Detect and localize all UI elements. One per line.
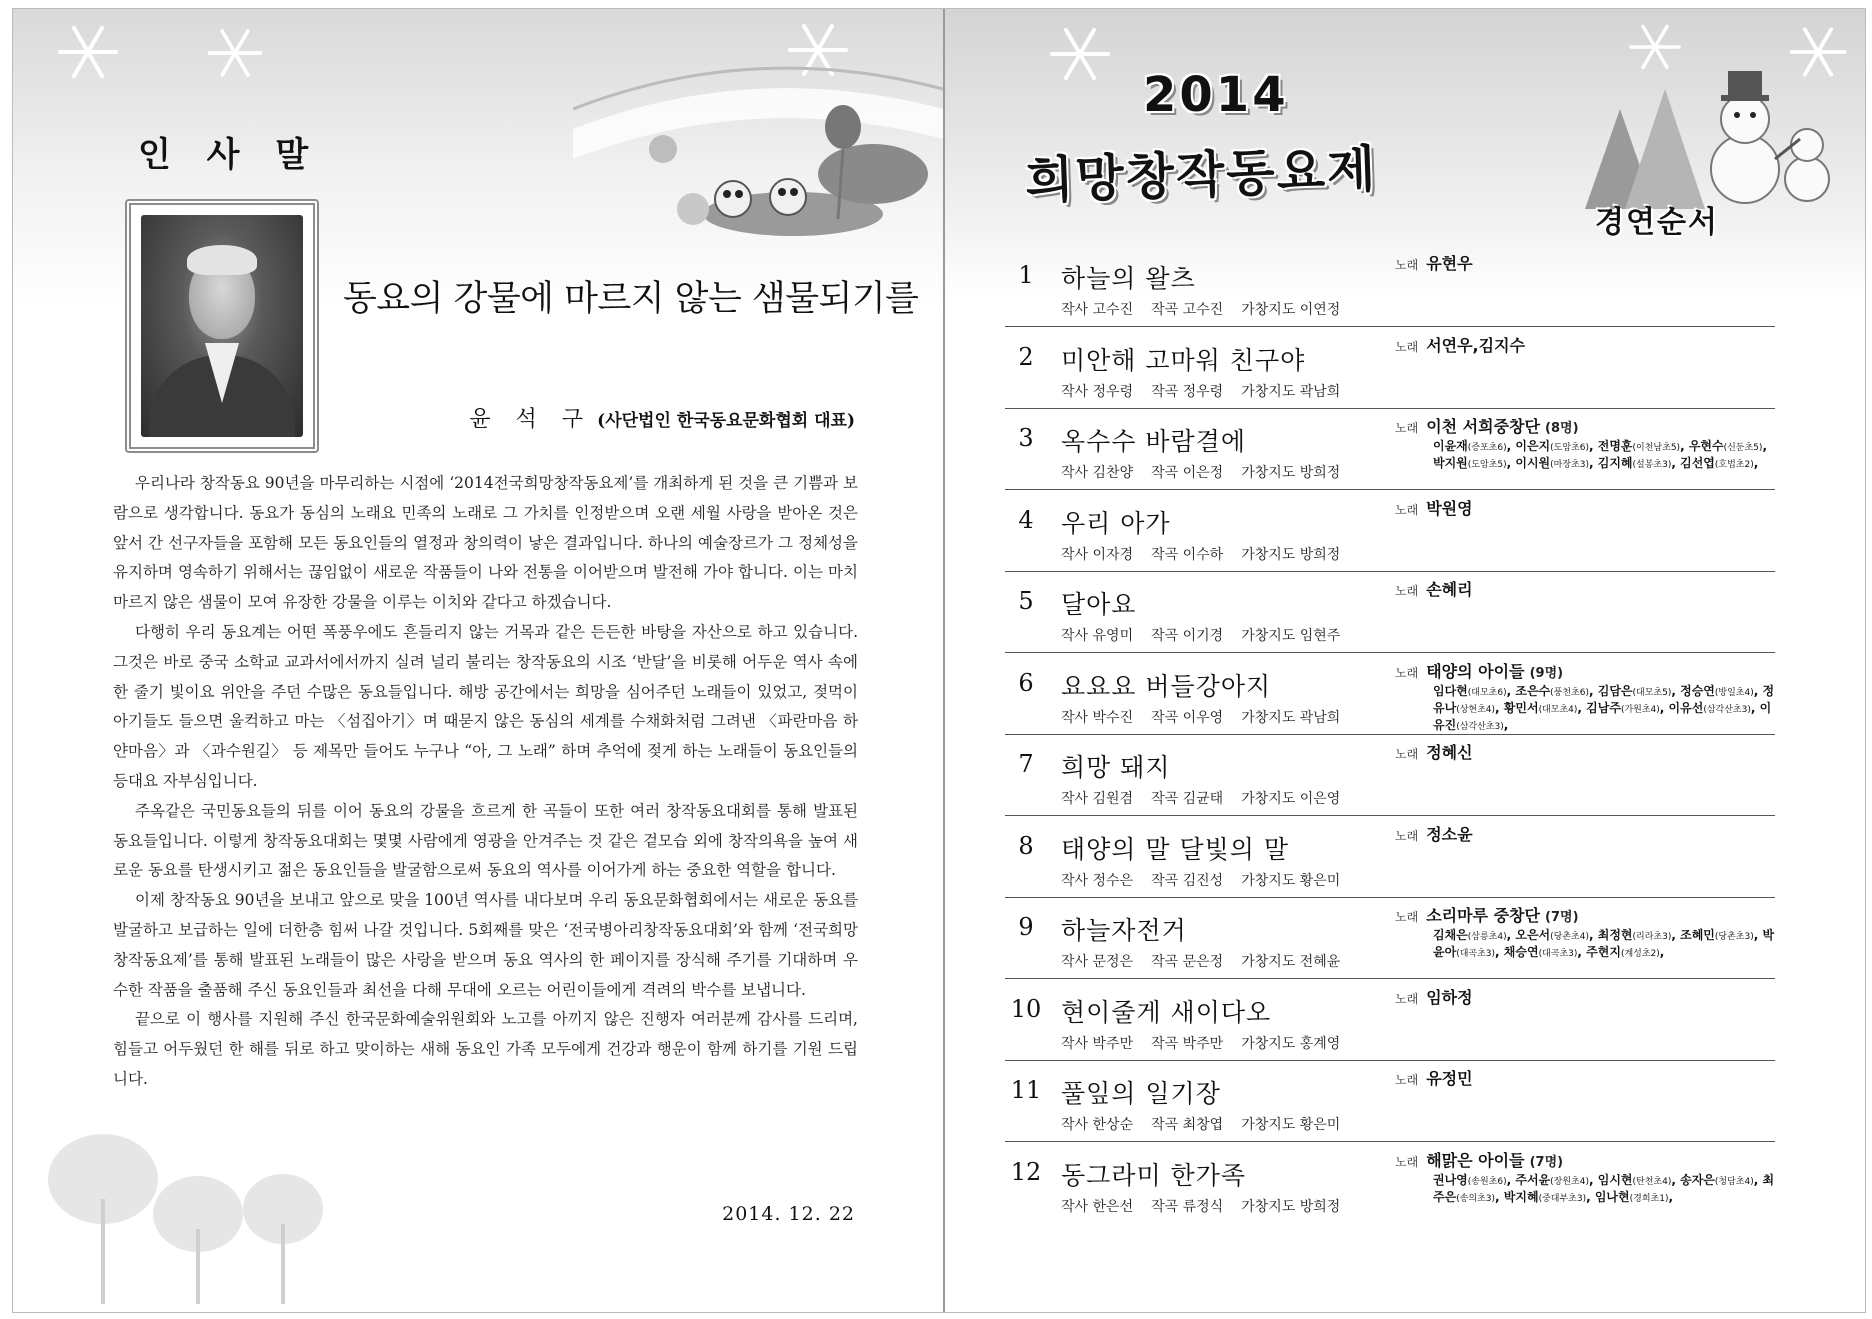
members-list: 김채은(삼릉초4), 오은서(당촌초4), 최정현(리라초3), 조혜민(당촌초3), 박윤아(대곡초3), 채승연(대곡초3), 주현지(계성초2),	[1433, 928, 1775, 959]
singer-block	[1395, 740, 1775, 763]
member: 김지혜(설봉초3)	[1597, 456, 1672, 470]
coach-label: 가창지도	[1241, 628, 1296, 644]
singer-block	[1395, 251, 1775, 274]
singer-label: 노래	[1395, 421, 1419, 435]
singer-label: 노래	[1395, 339, 1419, 354]
lyricist-label: 작사	[1061, 302, 1089, 318]
song-credits	[1061, 381, 1340, 401]
composer-label: 작곡	[1151, 791, 1179, 807]
lyricist: 김원겸	[1092, 791, 1134, 807]
author-name: 윤 석 구	[469, 407, 593, 432]
song-row	[1005, 655, 1775, 735]
song-row	[1005, 410, 1775, 490]
song-number: 7	[1018, 750, 1034, 778]
song-title: 태양의 말 달빛의 말	[1061, 834, 1290, 864]
singer-label: 노래	[1395, 584, 1419, 598]
coach: 홍계영	[1299, 1035, 1341, 1052]
song-row	[1005, 899, 1775, 979]
composer-label: 작곡	[1151, 465, 1179, 481]
singer-block	[1395, 659, 1775, 735]
song-title: 동그라미 한가족	[1061, 1160, 1246, 1190]
song-row	[1005, 1144, 1775, 1224]
song-credits	[1061, 788, 1340, 808]
song-number: 12	[1010, 1157, 1042, 1186]
lyricist: 한은선	[1092, 1198, 1134, 1215]
lyricist-label: 작사	[1061, 954, 1089, 970]
singer-label: 노래	[1395, 828, 1419, 843]
singer-name: 유정민	[1426, 1069, 1473, 1088]
coach: 방희정	[1299, 546, 1341, 563]
member: 이윤재(증포초6)	[1433, 439, 1507, 453]
coach: 방희정	[1299, 1198, 1341, 1215]
song-title: 미안해 고마워 친구야	[1061, 345, 1306, 375]
singer-label: 노래	[1395, 502, 1419, 517]
singer-label: 노래	[1395, 665, 1419, 680]
song-row	[1005, 492, 1775, 572]
row-divider	[1005, 815, 1775, 816]
coach: 황은미	[1299, 1117, 1341, 1133]
member: 조혜민(당촌초3)	[1680, 928, 1754, 942]
coach-label: 가창지도	[1241, 1198, 1296, 1215]
song-title: 하늘의 왈츠	[1061, 264, 1196, 293]
composer: 정우령	[1182, 383, 1224, 400]
lyricist: 정우령	[1092, 383, 1134, 400]
singer-name: 박원영	[1426, 498, 1473, 518]
composer: 이수하	[1182, 546, 1224, 563]
lyricist: 이자경	[1092, 546, 1134, 563]
lyricist-label: 작사	[1061, 709, 1089, 726]
song-number: 10	[1010, 994, 1042, 1023]
lyricist-label: 작사	[1061, 1117, 1089, 1133]
winter-trees-illustration	[43, 1129, 343, 1309]
snowflake-icon	[1045, 19, 1115, 89]
author-affiliation: (사단법인 한국동요문화협회 대표)	[597, 411, 855, 431]
composer-label: 작곡	[1151, 628, 1179, 644]
song-number: 1	[1018, 261, 1034, 289]
composer-label: 작곡	[1151, 872, 1179, 889]
lyricist: 고수진	[1092, 302, 1134, 318]
members-list: 임다현(대모초6), 조은수(풍천초6), 김담은(대모초5), 정승연(방일초4), 정유나(상현초4), 황민서(대모초4), 김남주(가원초4), 이유선(삼각산초3), 이유진(삼각산초3),	[1433, 683, 1775, 732]
lyricist-label: 작사	[1061, 546, 1089, 563]
singer-name: 정소윤	[1426, 824, 1473, 844]
row-divider	[1005, 978, 1775, 979]
coach: 전혜윤	[1299, 954, 1341, 970]
member: 박지혜(중대부초3)	[1503, 1189, 1587, 1204]
composer: 고수진	[1182, 302, 1224, 318]
singer-block	[1395, 577, 1775, 600]
lyricist-label: 작사	[1061, 383, 1089, 400]
event-title: 희망창작동요제	[1024, 139, 1379, 211]
song-title: 달아요	[1061, 590, 1137, 619]
members-list: 이윤재(증포초6), 이은지(도암초6), 전명훈(이천남초5), 우현수(신둔초5), 박지원(도암초5), 이시원(마장초3), 김지혜(설봉초3), 김선엽(호법초2),	[1433, 439, 1767, 470]
singer-name: 해맑은 아이들	[1426, 1150, 1525, 1170]
member: 조은수(풍천초6)	[1515, 683, 1589, 698]
greeting-paragraph: 주옥같은 국민동요들의 뒤를 이어 동요의 강물을 흐르게 한 곡들이 또한 여러 창작동요대회를 통해 발표된 동요들입니다. 이렇게 창작동요대회는 몇몇 사람에게 영광을 안겨주는 것 같은 겉모습 외에 창작의욕을 높여 새로운 동요를 탄생시키고 젊은 동요인들을 발굴함으로써 동요의 역사를 이어가게 하는 중요한 역할을 합니다.	[113, 801, 858, 880]
coach-label: 가창지도	[1241, 465, 1296, 481]
snowflake-icon	[203, 21, 267, 85]
member: 채승연(대곡초3)	[1503, 945, 1578, 959]
song-number: 2	[1018, 342, 1034, 371]
coach-label: 가창지도	[1241, 709, 1296, 726]
song-number: 9	[1018, 913, 1034, 941]
row-divider	[1005, 1060, 1775, 1061]
coach-label: 가창지도	[1241, 1117, 1296, 1133]
member: 이시원(마장초3)	[1515, 456, 1589, 470]
greeting-page	[13, 9, 943, 1312]
singer-label: 노래	[1395, 747, 1419, 761]
member: 송자은(청담초4)	[1680, 1172, 1754, 1187]
coach: 이연정	[1299, 302, 1341, 318]
member: 권나영(송원초6)	[1433, 1172, 1507, 1187]
lyricist: 한상순	[1092, 1117, 1134, 1133]
singer-label: 노래	[1395, 1154, 1419, 1169]
song-title: 풀잎의 일기장	[1061, 1079, 1221, 1108]
member-count: (8명)	[1545, 421, 1579, 436]
author-photo	[125, 199, 319, 453]
song-number: 4	[1018, 505, 1034, 534]
member: 이유진(삼각산초3)	[1433, 700, 1772, 732]
lyricist: 문정은	[1092, 954, 1134, 970]
song-number: 5	[1018, 587, 1034, 615]
coach: 방희정	[1299, 465, 1341, 481]
member: 황민서(대모초4)	[1503, 700, 1578, 715]
song-credits	[1061, 1114, 1340, 1134]
singer-block	[1395, 903, 1775, 962]
song-credits	[1061, 299, 1340, 319]
composer-label: 작곡	[1151, 1117, 1179, 1133]
member: 임시현(탄천초4)	[1597, 1172, 1672, 1187]
composer: 이은정	[1182, 465, 1224, 481]
singer-name: 서연우,김지수	[1426, 335, 1526, 355]
snowflake-icon	[53, 17, 123, 87]
lyricist-label: 작사	[1061, 1198, 1089, 1215]
lyricist: 박주만	[1092, 1035, 1134, 1052]
member: 주현지(계성초2)	[1586, 945, 1660, 959]
lyricist-label: 작사	[1061, 1035, 1089, 1052]
song-credits	[1061, 544, 1340, 564]
lyricist-label: 작사	[1061, 628, 1089, 644]
song-row	[1005, 329, 1775, 409]
singer-block	[1395, 1148, 1775, 1207]
composer: 최창엽	[1182, 1117, 1224, 1133]
lyricist: 박수진	[1092, 709, 1134, 726]
composer: 이우영	[1182, 709, 1224, 726]
singer-block	[1395, 414, 1775, 473]
song-title: 옥수수 바람결에	[1061, 427, 1246, 456]
lyricist: 정수은	[1092, 872, 1134, 889]
song-credits	[1061, 951, 1340, 971]
row-divider	[1005, 326, 1775, 327]
lyricist: 유영미	[1092, 628, 1134, 644]
song-row	[1005, 247, 1775, 327]
member: 박윤아(대곡초3)	[1433, 928, 1775, 959]
song-row	[1005, 573, 1775, 653]
row-divider	[1005, 897, 1775, 898]
member: 우현수(신둔초5)	[1688, 439, 1763, 453]
coach-label: 가창지도	[1241, 383, 1296, 400]
greeting-paragraph: 이제 창작동요 90년을 보내고 앞으로 맞을 100년 역사를 내다보며 우리 동요문화협회에서는 새로운 동요를 발굴하고 보급하는 일에 더한층 힘써 나갈 것입니다. 5회째를 맞은 ‘전국병아리창작동요대회’와 함께 ‘전국희망창작동요제’를 통해 발표된 노래들이 많은 사랑을 받으며 동요 역사의 한 페이지를 장식해 주기를 기대하며 우수한 작품을 출품해 주신 동요인들과 최선을 다해 무대에 오르는 어린이들에게 격려의 박수를 보냅니다.	[113, 891, 858, 999]
composer-label: 작곡	[1151, 383, 1179, 400]
lyricist-label: 작사	[1061, 791, 1089, 807]
song-title: 하늘자전거	[1061, 916, 1187, 945]
row-divider	[1005, 652, 1775, 653]
member: 정유나(상현초4)	[1433, 683, 1775, 715]
member: 박지원(도암초5)	[1433, 456, 1507, 470]
row-divider	[1005, 489, 1775, 490]
booklet-spread	[12, 8, 1866, 1313]
singer-block	[1395, 496, 1775, 519]
row-divider	[1005, 1141, 1775, 1142]
singer-block	[1395, 985, 1775, 1008]
song-title: 우리 아가	[1061, 508, 1171, 538]
greeting-date: 2014. 12. 22	[722, 1203, 855, 1225]
song-row	[1005, 736, 1775, 816]
composer-label: 작곡	[1151, 546, 1179, 563]
composer-label: 작곡	[1151, 1035, 1179, 1052]
song-number: 11	[1010, 1076, 1042, 1104]
author-line	[469, 402, 855, 433]
coach-label: 가창지도	[1241, 302, 1296, 318]
greeting-body	[113, 469, 858, 1095]
song-credits	[1061, 462, 1340, 482]
singer-name: 정혜신	[1426, 743, 1473, 762]
singer-name: 손혜리	[1426, 580, 1473, 599]
order-label: 경연순서	[1595, 205, 1719, 240]
song-number: 8	[1018, 831, 1034, 860]
song-title: 현이줄게 새이다오	[1061, 997, 1272, 1027]
song-number: 6	[1018, 668, 1034, 697]
member: 정승연(방일초4)	[1680, 683, 1754, 698]
greeting-paragraph: 다행히 우리 동요계는 어떤 폭풍우에도 흔들리지 않는 거목과 같은 든든한 바탕을 자산으로 하고 있습니다. 그것은 바로 중국 소학교 교과서에서까지 실려 널리 불리는 창작동요의 시조 ‘반달’을 비롯해 어두운 역사 속에 한 줄기 빛이요 위안을 주던 수많은 동요들입니다. 해방 공간에서는 희망을 심어주던 노래들이 있었고, 젖먹이 아기들도 들으면 울컥하고 마는 〈섬집아기〉며 때묻지 않은 동심의 세계를 수채화처럼 그려낸 〈파란마음 하얀마음〉과 〈과수원길〉 등 제목만 들어도 누구나 “아, 그 노래” 하며 추억에 젖게 하는 노래들이 동요인들의 등대요 자부심입니다.	[113, 622, 858, 790]
song-credits	[1061, 1033, 1340, 1053]
greeting-paragraph: 우리나라 창작동요 90년을 마무리하는 시점에 ‘2014전국희망창작동요제’를 개최하게 된 것을 큰 기쁨과 보람으로 생각합니다. 동요가 동심의 노래요 민족의 노래로 그 가치를 인정받으며 오랜 세월 사랑을 받아온 것은 앞서 간 선구자들을 포함해 모든 동요인들의 열정과 창의력이 낳은 결과입니다. 하나의 예술장르가 그 정체성을 유지하며 영속하기 위해서는 끊임없이 새로운 작품들이 나와 전통을 이어받으며 발전해 가야 합니다. 이는 마치 마르지 않은 샘물이 모여 유장한 강물을 이루는 이치와 같다고 하겠습니다.	[113, 474, 858, 612]
song-title: 요요요 버들강아지	[1061, 671, 1272, 701]
member: 이유선(삼각산초3)	[1668, 700, 1751, 715]
composer: 문은정	[1182, 954, 1224, 970]
member-count: (7명)	[1529, 1154, 1564, 1170]
singer-block	[1395, 1066, 1775, 1089]
coach-label: 가창지도	[1241, 1035, 1296, 1052]
song-row	[1005, 1062, 1775, 1142]
composer-label: 작곡	[1151, 302, 1179, 318]
coach: 곽남희	[1299, 383, 1341, 400]
composer: 류정식	[1182, 1198, 1224, 1215]
composer: 김진성	[1182, 872, 1224, 889]
song-credits	[1061, 1196, 1340, 1216]
composer-label: 작곡	[1151, 954, 1179, 970]
member: 최주은(송의초3)	[1433, 1172, 1775, 1204]
song-row	[1005, 981, 1775, 1061]
composer: 이기경	[1182, 628, 1224, 644]
member-count: (9명)	[1529, 665, 1564, 681]
row-divider	[1005, 408, 1775, 409]
member: 김담은(대모초5)	[1597, 683, 1672, 698]
coach: 황은미	[1299, 872, 1341, 889]
singer-block	[1395, 333, 1775, 356]
lyricist: 김찬양	[1092, 465, 1134, 481]
snowman-illustration	[1545, 49, 1845, 209]
lyricist-label: 작사	[1061, 872, 1089, 889]
composer-label: 작곡	[1151, 1198, 1179, 1215]
singer-label: 노래	[1395, 1073, 1419, 1087]
coach-label: 가창지도	[1241, 546, 1296, 563]
member: 김채은(삼릉초4)	[1433, 928, 1507, 942]
coach: 곽남희	[1299, 709, 1341, 726]
song-number: 3	[1018, 424, 1034, 452]
singer-name: 이천 서희중창단	[1426, 417, 1540, 436]
greeting-headline: 동요의 강물에 마르지 않는 샘물되기를	[343, 279, 919, 319]
lotus-frog-illustration	[573, 49, 943, 249]
singer-label: 노래	[1395, 910, 1419, 924]
coach: 임현주	[1299, 628, 1341, 644]
members-list: 권나영(송원초6), 주서윤(장원초4), 임시현(탄천초4), 송자은(청담초4), 최주은(송의초3), 박지혜(중대부초3), 임나현(경희초1),	[1433, 1172, 1775, 1204]
member: 임나현(경희초1)	[1594, 1189, 1669, 1204]
song-credits	[1061, 625, 1340, 645]
song-row	[1005, 818, 1775, 898]
greeting-paragraph: 끝으로 이 행사를 지원해 주신 한국문화예술위원회와 노고를 아끼지 않은 진행자 여러분께 감사를 드리며, 힘들고 어두웠던 한 해를 뒤로 하고 맞이하는 새해 동요인 가족 모두에게 건강과 행운이 함께 하기를 기원 드립니다.	[113, 1010, 858, 1088]
coach-label: 가창지도	[1241, 954, 1296, 970]
member: 김선엽(호법초2)	[1680, 456, 1754, 470]
singer-name: 소리마루 중창단	[1426, 906, 1540, 925]
singer-name: 태양의 아이들	[1426, 661, 1525, 681]
member-count: (7명)	[1545, 910, 1579, 925]
singer-name: 유현우	[1426, 254, 1473, 273]
greeting-title: 인 사 말	[138, 135, 321, 175]
coach: 이은영	[1299, 791, 1341, 807]
lyricist-label: 작사	[1061, 465, 1089, 481]
member: 전명훈(이천남초5)	[1597, 439, 1681, 453]
song-credits	[1061, 870, 1340, 890]
member: 김남주(가원초4)	[1586, 700, 1660, 715]
member: 최정현(리라초3)	[1597, 928, 1672, 942]
member: 임다현(대모초6)	[1433, 683, 1507, 698]
member: 주서윤(장원초4)	[1515, 1172, 1589, 1187]
program-page	[945, 9, 1865, 1312]
singer-name: 임하정	[1426, 987, 1473, 1007]
singer-label: 노래	[1395, 991, 1419, 1006]
singer-label: 노래	[1395, 258, 1419, 272]
song-title: 희망 돼지	[1061, 753, 1171, 782]
song-credits	[1061, 707, 1340, 727]
composer-label: 작곡	[1151, 709, 1179, 726]
row-divider	[1005, 571, 1775, 572]
coach-label: 가창지도	[1241, 791, 1296, 807]
singer-block	[1395, 822, 1775, 845]
row-divider	[1005, 734, 1775, 735]
member: 이은지(도암초6)	[1515, 439, 1589, 453]
member: 오은서(당촌초4)	[1515, 928, 1589, 942]
composer: 김균태	[1182, 791, 1224, 807]
composer: 박주만	[1182, 1035, 1224, 1052]
coach-label: 가창지도	[1241, 872, 1296, 889]
event-year: 2014	[1143, 67, 1289, 123]
